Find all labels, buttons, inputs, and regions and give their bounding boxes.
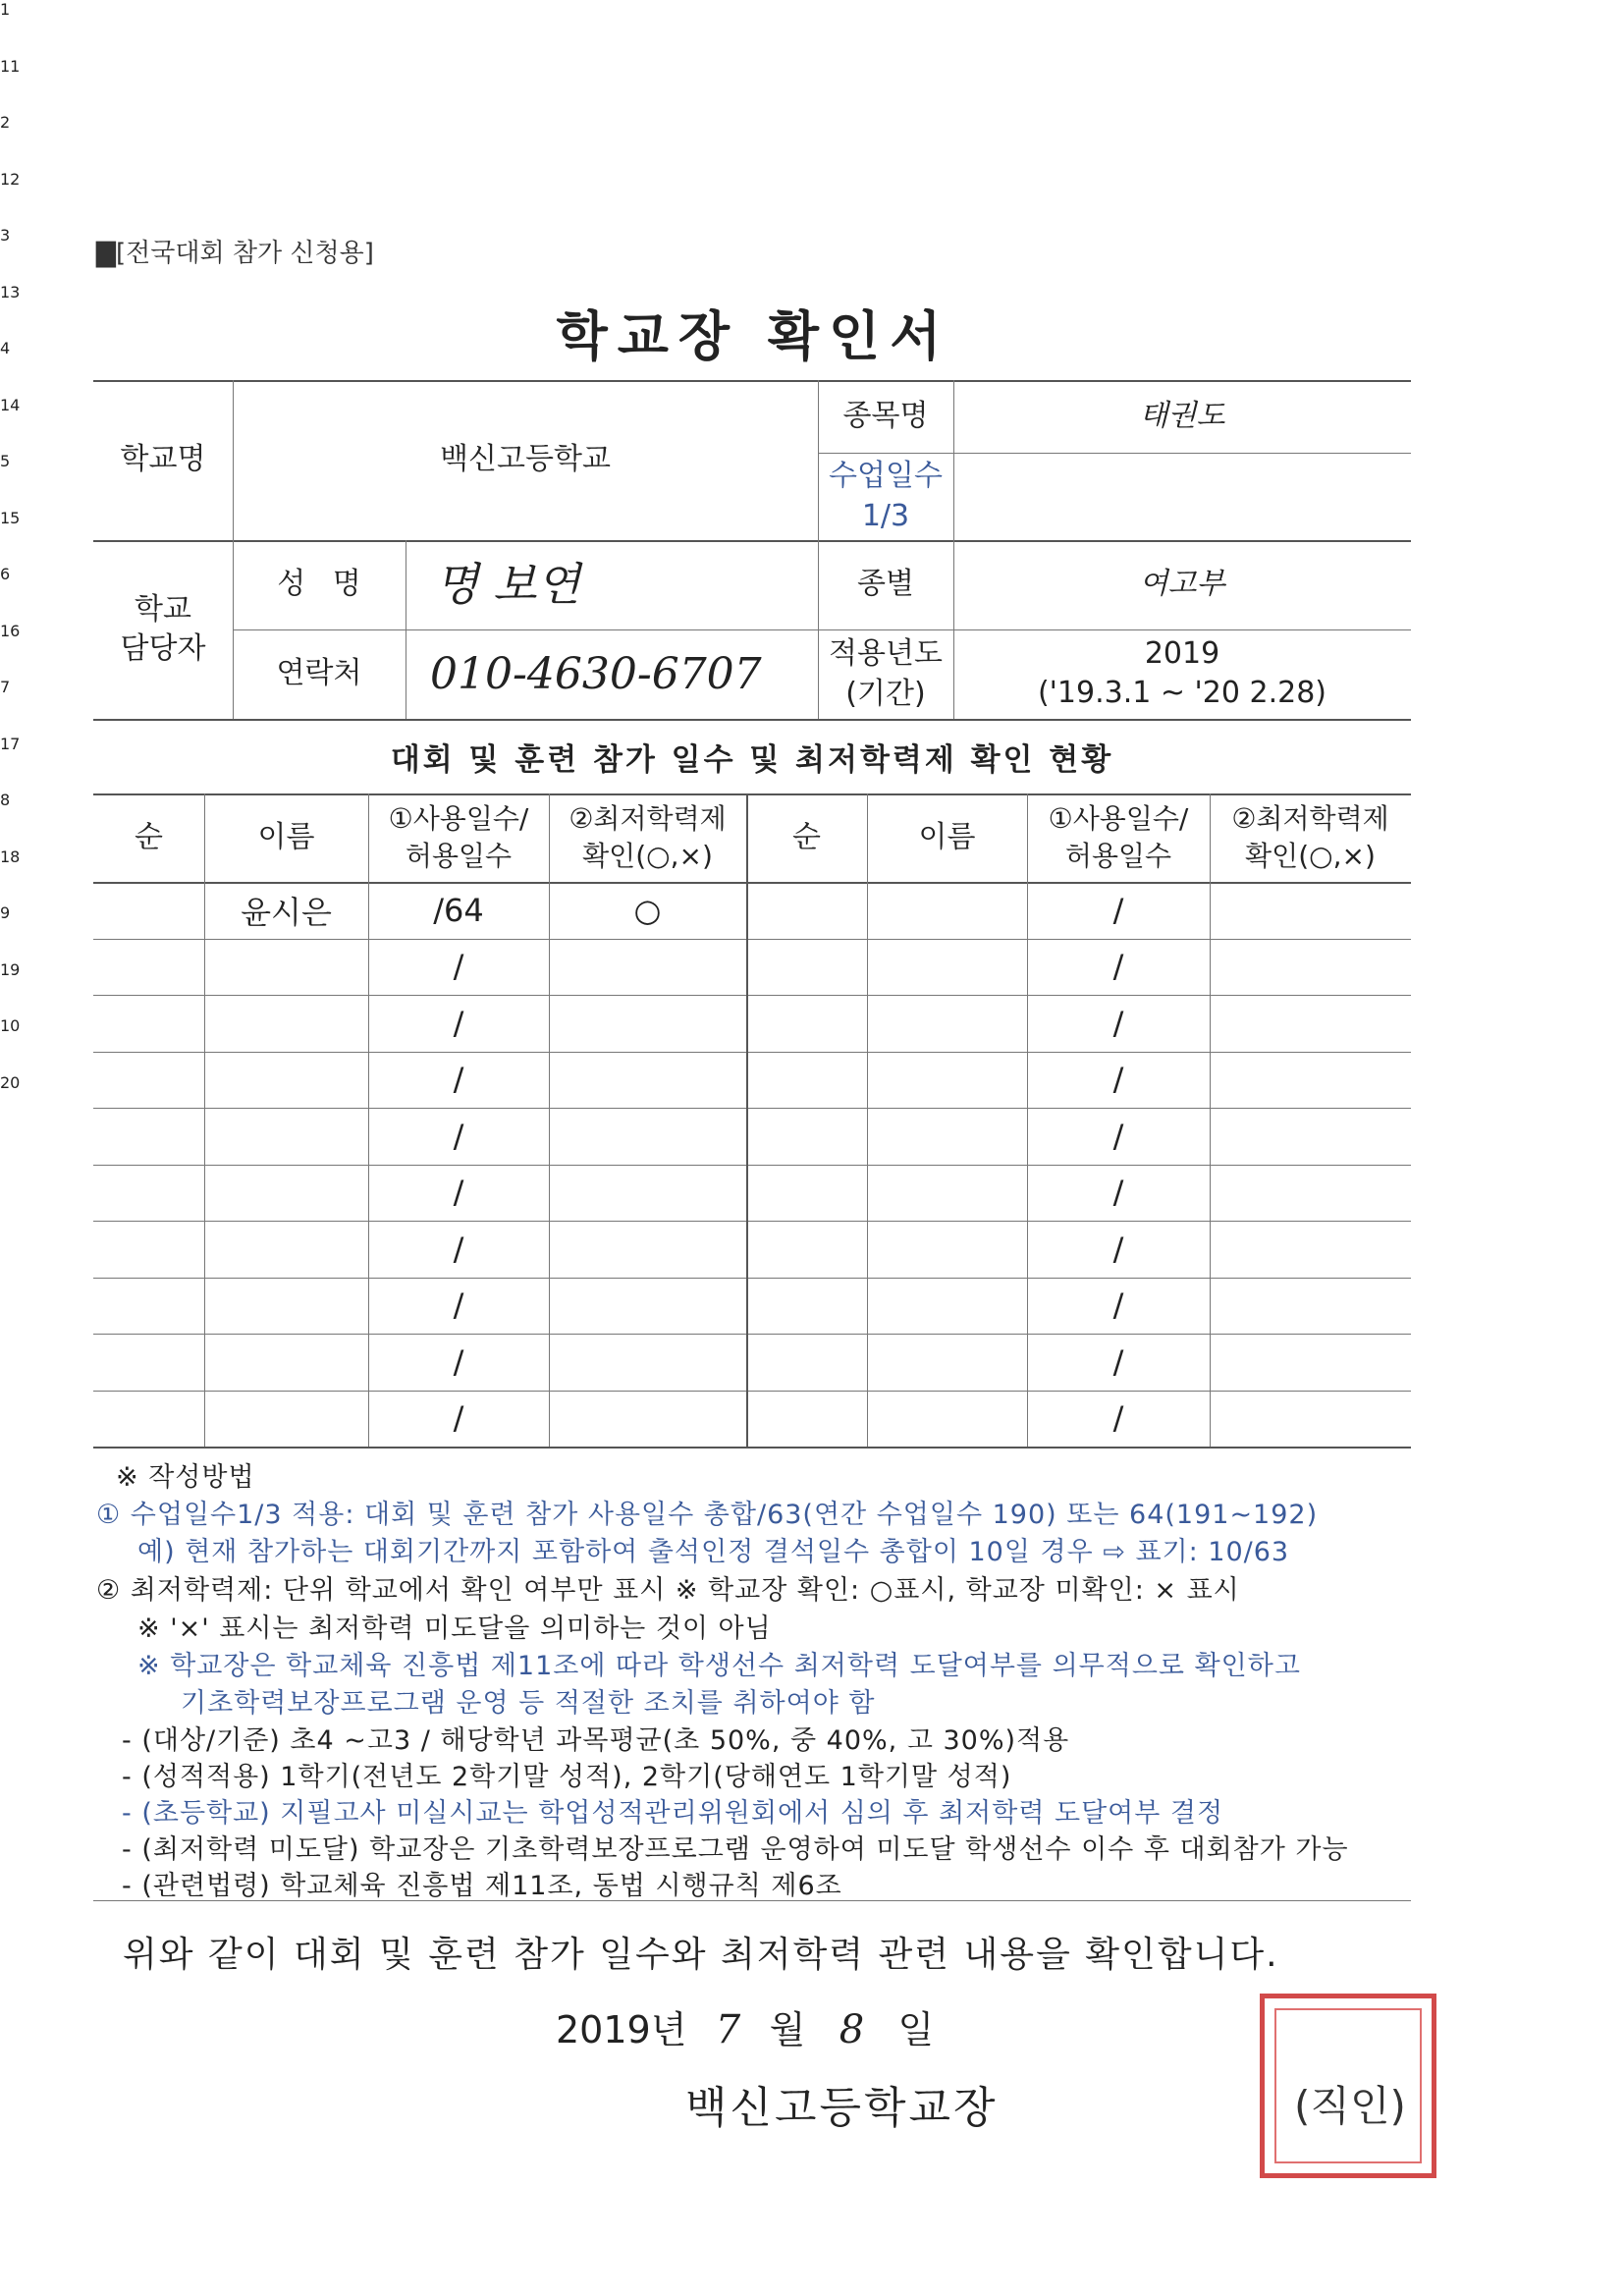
student-name (867, 1108, 1027, 1165)
min-academic-check (1210, 1108, 1411, 1165)
issue-date (556, 1999, 934, 2053)
header-used-days-2: ①사용일수/ 허용일수 (1048, 802, 1189, 872)
sport-value: 태권도 (1139, 398, 1225, 433)
row-number: 1 (0, 0, 11, 19)
row-number: 16 (0, 621, 21, 640)
staff-label: 학교 담당자 (120, 591, 206, 666)
min-academic-check: ○ (633, 891, 662, 929)
header-min-academic-2: ②최저학력제 확인(○,×) (1231, 802, 1389, 872)
row-number: 12 (0, 169, 21, 189)
used-days: / (453, 1004, 464, 1042)
used-days: / (1112, 1342, 1124, 1381)
used-days: / (1112, 1117, 1124, 1155)
min-academic-check (1210, 1165, 1411, 1222)
student-name (204, 995, 368, 1052)
used-days: / (453, 1399, 464, 1438)
class-days-label: 수업일수 1/3 (829, 459, 943, 533)
note-bullet-4: - (최저학력 미도달) 학교장은 기초학력보장프로그램 운영하여 미도달 학생선수 이수 후 대회참가 가능 (122, 1834, 1349, 1865)
student-name (867, 939, 1027, 996)
used-days: / (1112, 1004, 1124, 1042)
note-bullet-3: - (초등학교) 지필고사 미실시교는 학업성적관리위원회에서 심의 후 최저학력 도달여부 결정 (122, 1798, 1224, 1829)
row-number: 10 (0, 1016, 21, 1035)
row-number: 15 (0, 508, 21, 527)
note-2d: 기초학력보장프로그램 운영 등 적절한 조치를 취하여야 함 (181, 1688, 876, 1719)
student-name (867, 1165, 1027, 1222)
student-name (867, 995, 1027, 1052)
row-number: 2 (0, 113, 11, 132)
used-days: / (453, 1061, 464, 1099)
row-number: 3 (0, 226, 11, 245)
row-number: 13 (0, 282, 21, 301)
note-1b: 예) 현재 참가하는 대회기간까지 포함하여 출석인정 결석일수 총합이 10일 경우 ⇨ 표기: 10/63 (137, 1537, 1290, 1567)
student-name (204, 1221, 368, 1278)
min-academic-check (1210, 1052, 1411, 1109)
used-days: / (453, 1117, 464, 1155)
min-academic-check (549, 995, 746, 1052)
min-academic-check (1210, 1278, 1411, 1335)
min-academic-check (1210, 1391, 1411, 1448)
min-academic-check (549, 1108, 746, 1165)
school-name-label: 학교명 (120, 442, 206, 477)
category-value: 여고부 (1139, 567, 1225, 602)
student-name (204, 1108, 368, 1165)
student-name (867, 1334, 1027, 1391)
used-days: / (1112, 1286, 1124, 1325)
form-type-tag: ▇[전국대회 참가 신청용] (96, 239, 374, 268)
min-academic-check (1210, 1221, 1411, 1278)
staff-name-label: 성 명 (277, 567, 361, 602)
date-day-label: 일 (897, 2008, 935, 2051)
section-title: 대회 및 훈련 참가 일수 및 최저학력제 확인 현황 (390, 742, 1114, 778)
staff-contact-label: 연락처 (276, 656, 362, 691)
date-year: 2019년 (556, 2008, 687, 2051)
used-days: / (1112, 891, 1124, 929)
row-number: 7 (0, 678, 11, 696)
min-academic-check (1210, 995, 1411, 1052)
min-academic-check (549, 1165, 746, 1222)
note-2a: ② 최저학력제: 단위 학교에서 확인 여부만 표시 ※ 학교장 확인: ○표시, 학교장 미확인: × 표시 (96, 1575, 1240, 1606)
used-days: / (453, 1230, 464, 1268)
min-academic-check (549, 939, 746, 996)
note-1a: ① 수업일수1/3 적용: 대회 및 훈련 참가 사용일수 총합/63(연간 수업일수 190) 또는 64(191~192) (96, 1500, 1319, 1530)
student-name (867, 1391, 1027, 1448)
used-days: / (453, 1174, 464, 1212)
student-name (204, 1165, 368, 1222)
student-name (204, 939, 368, 996)
row-number: 19 (0, 959, 21, 979)
note-2b: ※ '×' 표시는 최저학력 미도달을 의미하는 것이 아님 (137, 1613, 772, 1644)
note-2c: ※ 학교장은 학교체육 진흥법 제11조에 따라 학생선수 최저학력 도달여부를 의무적으로 확인하고 (137, 1651, 1301, 1681)
row-number: 4 (0, 339, 11, 357)
min-academic-check (549, 1221, 746, 1278)
student-name (867, 1052, 1027, 1109)
header-name: 이름 (257, 819, 315, 854)
sport-label: 종목명 (842, 398, 929, 433)
min-academic-check (549, 1391, 746, 1448)
header-used-days: ①사용일수/ 허용일수 (388, 802, 529, 872)
used-days: / (1112, 1061, 1124, 1099)
min-academic-check (1210, 1334, 1411, 1391)
note-bullet-2: - (성적적용) 1학기(전년도 2학기말 성적), 2학기(당해연도 1학기말 성적) (122, 1762, 1012, 1792)
row-number: 17 (0, 734, 21, 753)
student-name (204, 1052, 368, 1109)
used-days: /64 (433, 891, 484, 929)
used-days: / (453, 1342, 464, 1381)
used-days: / (1112, 1174, 1124, 1212)
header-no: 순 (135, 819, 163, 854)
school-name-value: 백신고등학교 (440, 442, 611, 477)
apply-year-label: 적용년도 (기간) (829, 636, 943, 711)
student-name (867, 1221, 1027, 1278)
row-number: 9 (0, 903, 11, 922)
staff-contact-value: 010-4630-6707 (430, 648, 762, 699)
row-number: 8 (0, 791, 11, 809)
confirmation-text: 위와 같이 대회 및 훈련 참가 일수와 최저학력 관련 내용을 확인합니다. (123, 1935, 1279, 1975)
student-name (204, 1334, 368, 1391)
student-name (867, 882, 1027, 939)
used-days: / (1112, 1399, 1124, 1438)
used-days: / (1112, 1230, 1124, 1268)
student-name (204, 1278, 368, 1335)
apply-period-value: ('19.3.1 ~ '20 2.28) (1037, 676, 1327, 710)
date-month: 7 (715, 2007, 741, 2052)
row-number: 18 (0, 847, 21, 866)
note-bullet-1: - (대상/기준) 초4 ~고3 / 해당학년 과목평균(초 50%, 중 40%, 고 30%)적용 (122, 1725, 1070, 1756)
row-number: 11 (0, 56, 21, 76)
used-days: / (453, 1286, 464, 1325)
header-no-2: 순 (792, 819, 821, 854)
apply-year-value: 2019 (1144, 636, 1220, 671)
min-academic-check (549, 1334, 746, 1391)
notes-heading: ※ 작성방법 (116, 1462, 255, 1493)
row-number: 5 (0, 452, 11, 470)
row-number: 6 (0, 565, 11, 583)
seal-label: (직인) (1294, 2082, 1406, 2130)
row-number: 14 (0, 395, 21, 414)
note-bullet-5: - (관련법령) 학교체육 진흥법 제11조, 동법 시행규칙 제6조 (122, 1871, 842, 1901)
header-name-2: 이름 (918, 819, 976, 854)
category-label: 종별 (857, 567, 914, 602)
used-days: / (453, 948, 464, 986)
min-academic-check (1210, 939, 1411, 996)
row-number: 20 (0, 1072, 21, 1092)
page-title: 학교장 확인서 (556, 305, 951, 367)
date-day: 8 (839, 2007, 865, 2052)
student-name (867, 1278, 1027, 1335)
header-min-academic: ②최저학력제 확인(○,×) (568, 802, 727, 872)
min-academic-check (549, 1278, 746, 1335)
min-academic-check (1210, 882, 1411, 939)
student-name: 윤시은 (241, 893, 332, 931)
date-month-label: 월 (769, 2008, 806, 2051)
student-name (204, 1391, 368, 1448)
used-days: / (1112, 948, 1124, 986)
staff-name-value: 명 보연 (435, 558, 580, 612)
principal-title: 백신고등학교장 (685, 2083, 999, 2133)
min-academic-check (549, 1052, 746, 1109)
